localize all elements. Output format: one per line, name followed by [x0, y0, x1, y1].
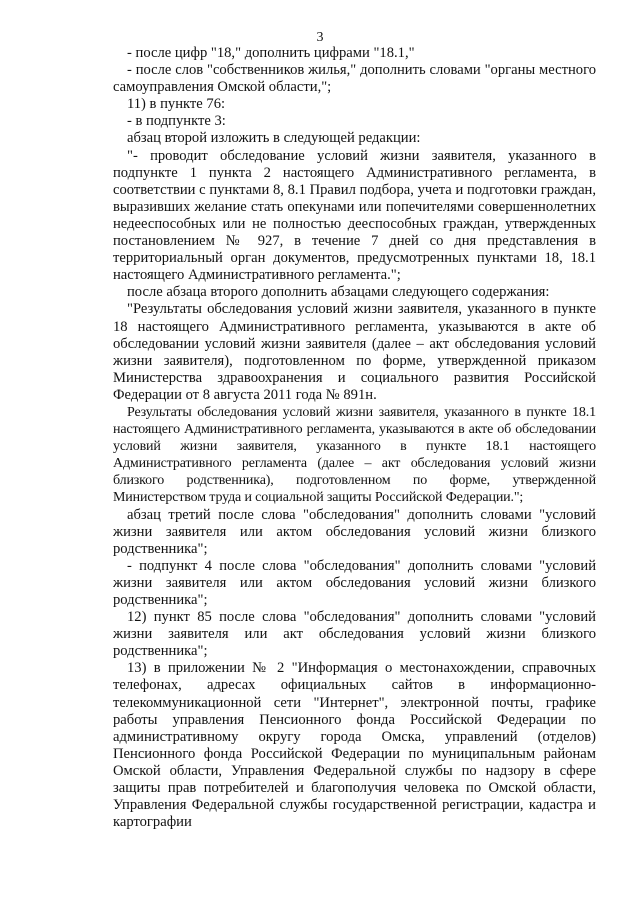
paragraph: после абзаца второго дополнить абзацами следующего содержания: — [127, 284, 550, 301]
paragraph: абзац второй изложить в следующей редакции: — [127, 130, 421, 147]
paragraph: 13) в приложении № 2 "Информация о местонахождении, справочных телефонах, адресах официальных сайтов в информационно-телекоммуникационной сети "Интернет", электронной почты, графике работы управления Пенсионного фонда Российской Федерации по административному округу города Омска, управлений (отделов) Пенсионного фонда Российской Федерации по муниципальным районам Омской области, Управления Федеральной службы по надзору в сфере защиты прав потребителей и благополучия человека по Омской области, Управления Федеральной службы государственной регистрации, кадастра и картографии — [113, 660, 596, 831]
paragraph: 11) в пункте 76: — [127, 96, 226, 113]
paragraph: - после цифр "18," дополнить цифрами "18.1," — [127, 45, 415, 61]
paragraph: - после слов "собственников жилья," дополнить словами "органы местного самоуправления Омской области,"; — [113, 62, 596, 96]
paragraph: 12) пункт 85 после слова "обследования" дополнить словами "условий жизни заявителя или акт обследования условий жизни близкого родственника"; — [113, 609, 596, 660]
document-body — [113, 45, 596, 831]
paragraph: Результаты обследования условий жизни заявителя, указанного в пункте 18.1 настоящего Административного регламента, указываются в акте об обследовании условий жизни заявителя, указанного в пункте 18.1 настоящего Административного регламента (далее – акт обследования условий жизни близкого родственника), подготовленном по форме, утвержденной Министерством труда и социальной защиты Российской Федерации."; — [113, 404, 596, 506]
paragraph: - в подпункте 3: — [127, 113, 226, 130]
paragraph: абзац третий после слова "обследования" дополнить словами "условий жизни заявителя или актом обследования условий жизни близкого родственника"; — [113, 506, 596, 557]
page-number: 3 — [316, 30, 324, 45]
paragraph: "- проводит обследование условий жизни заявителя, указанного в подпункте 1 пункта 2 настоящего Административного регламента, в соответствии с пунктами 8, 8.1 Правил подбора, учета и подготовки граждан, выразивших желание стать опекунами или попечителями совершеннолетних недееспособных или не полностью дееспособных граждан, утвержденных постановлением № 927, в течение 7 дней со дня представления в территориальный орган документов, предусмотренных пунктами 18, 18.1 настоящего Административного регламента."; — [113, 147, 596, 284]
paragraph: "Результаты обследования условий жизни заявителя, указанного в пункте 18 настоящего Административного регламента, указываются в акте об обследовании условий жизни заявителя (далее – акт обследования условий жизни заявителя), подготовленном по форме, утвержденной приказом Министерства здравоохранения и социального развития Российской Федерации от 8 августа 2011 года № 891н. — [113, 301, 596, 403]
paragraph: - подпункт 4 после слова "обследования" дополнить словами "условий жизни заявителя или актом обследования условий жизни близкого родственника"; — [113, 557, 596, 608]
